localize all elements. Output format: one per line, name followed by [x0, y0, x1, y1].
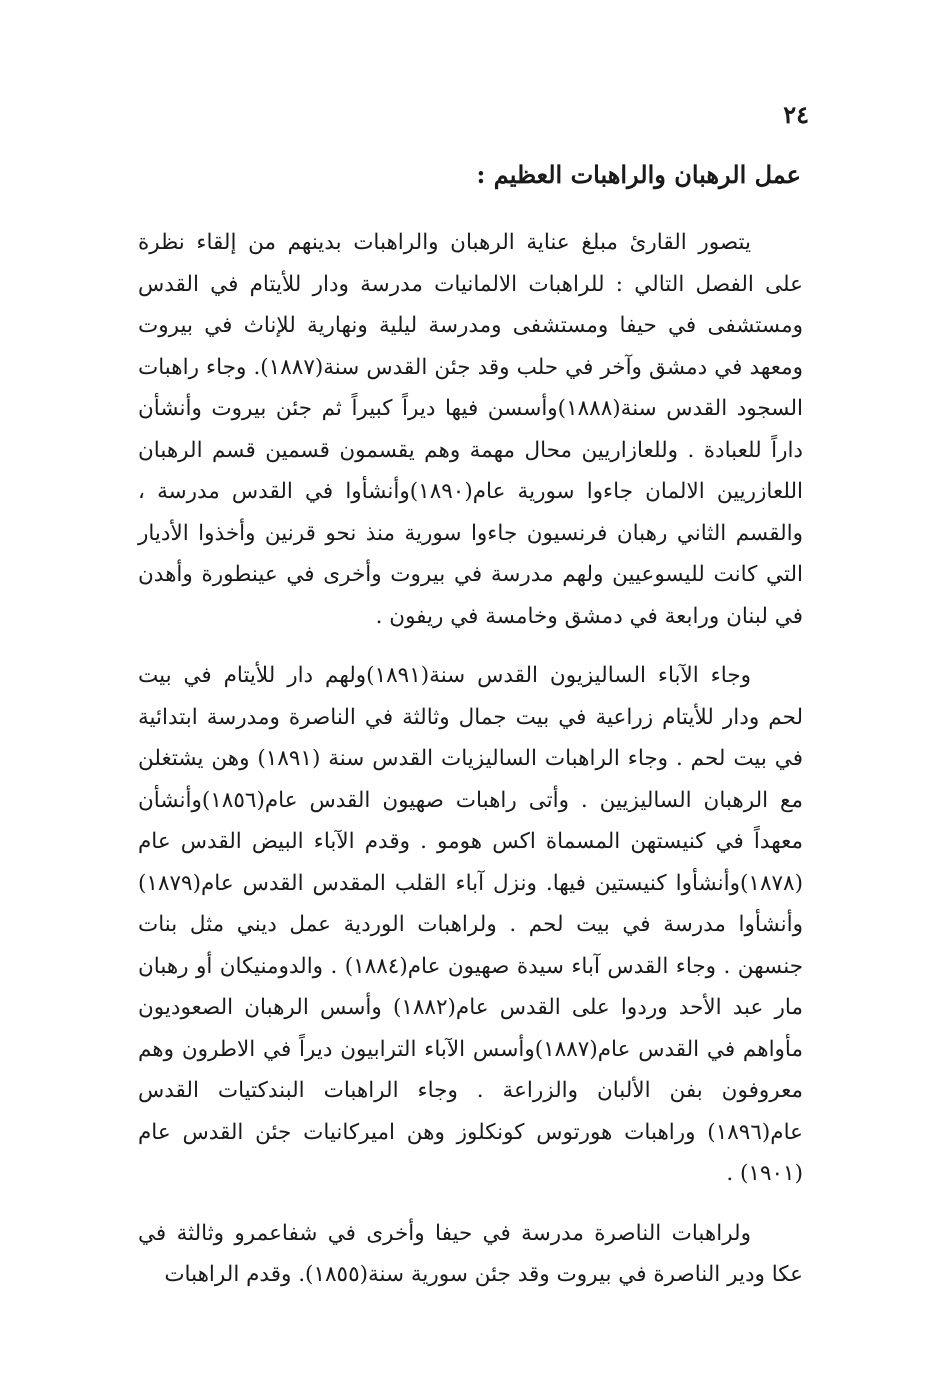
paragraph-2: وجاء الآباء الساليزيون القدس سنة(١٨٩١)ولهم دار للأيتام في بيت لحم ودار للأيتام زراعية في بيت جمال وثالثة في الناصرة ومدرسة ابتدائية في بيت لحم . وجاء الراهبات الساليزيات القدس سنة (١٨٩١) وهن يشتغلن مع الرهبان الساليزيين . وأتى راهبات صهيون القدس عام(١٨٥٦)وأنشأن معهداً في كنيستهن المسماة اكس هومو . وقدم الآباء البيض القدس عام (١٨٧٨)وأنشأوا كنيستين فيها. ونزل آباء القلب المقدس القدس عام(١٨٧٩) وأنشأوا مدرسة في بيت لحم . ولراهبات الوردية عمل ديني مثل بنات جنسهن . وجاء القدس آباء سيدة صهيون عام(١٨٨٤) . والدومنيكان أو رهبان مار عبد الأحد وردوا على القدس عام(١٨٨٢) وأسس الرهبان الصعوديون مأواهم في القدس عام(١٨٨٧)وأسس الآباء الترابيون ديراً في الاطرون وهم معروفون بفن الألبان والزراعة . وجاء الراهبات البندكتيات القدس عام(١٨٩٦) وراهبات هورتوس كونكلوز وهن اميركانيات جئن القدس عام (١٩٠١) .	[138, 663, 804, 1186]
page-number: ٢٤	[783, 100, 809, 129]
body-text	[138, 222, 803, 1314]
section-heading: عمل الرهبان والراهبات العظيم :	[476, 160, 801, 189]
paragraph-3: ولراهبات الناصرة مدرسة في حيفا وأخرى في شفاعمرو وثالثة في عكا ودير الناصرة في بيروت وقد جئن سورية سنة(١٨٥٥). وقدم الراهبات	[138, 1220, 803, 1287]
paragraph-1: يتصور القارئ مبلغ عناية الرهبان والراهبات بدينهم من إلقاء نظرة على الفصل التالي : للراهبات الالمانيات مدرسة ودار للأيتام في القدس ومستشفى في حيفا ومستشفى ومدرسة ليلية ونهارية للإناث في بيروت ومعهد في دمشق وآخر في حلب وقد جئن القدس سنة(١٨٨٧). وجاء راهبات السجود القدس سنة(١٨٨٨)وأسسن فيها ديراً كبيراً ثم جئن بيروت وأنشأن داراً للعبادة . وللعازاريين محال مهمة وهم يقسمون قسمين قسم الرهبان اللعازريين الالمان جاءوا سورية عام(١٨٩٠)وأنشأوا في القدس مدرسة ، والقسم الثاني رهبان فرنسيون جاءوا سورية منذ نحو قرنين وأخذوا الأديار التي كانت لليسوعيين ولهم مدرسة في بيروت وأخرى في عينطورة وأهدن في لبنان ورابعة في دمشق وخامسة في ريفون .	[138, 230, 803, 629]
